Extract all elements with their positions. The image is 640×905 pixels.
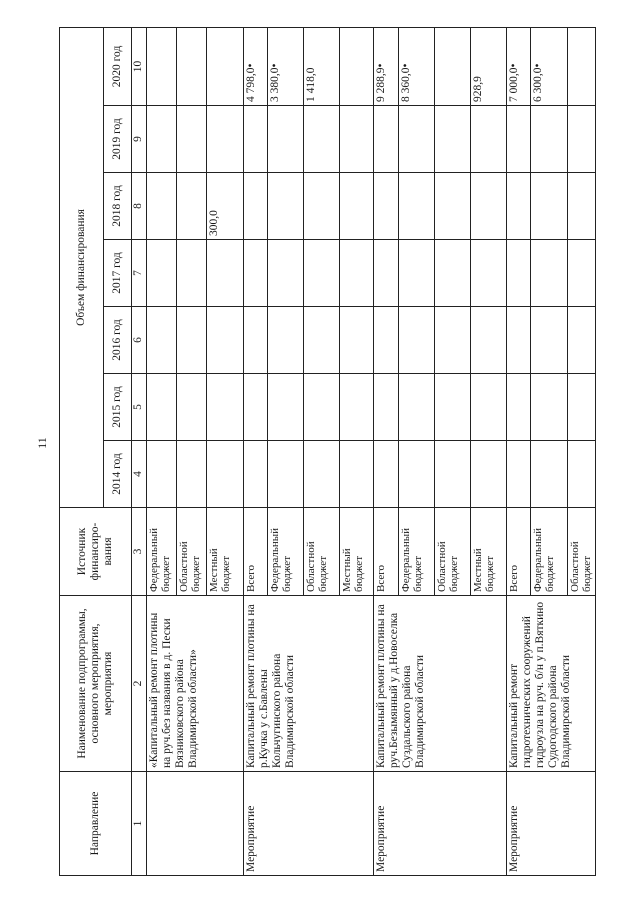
amount-cell bbox=[340, 240, 374, 307]
amount-cell bbox=[207, 27, 243, 105]
amount-cell: 7 000,0• bbox=[507, 27, 531, 105]
amount-cell bbox=[267, 374, 303, 441]
direction-cell bbox=[147, 772, 244, 876]
funding-source-cell: Всего bbox=[374, 508, 398, 596]
amount-cell bbox=[567, 173, 595, 240]
financing-table-rotated bbox=[59, 28, 596, 876]
amount-cell bbox=[340, 173, 374, 240]
amount-cell bbox=[243, 106, 267, 173]
amount-cell bbox=[340, 27, 374, 105]
amount-cell bbox=[304, 240, 340, 307]
amount-cell bbox=[267, 307, 303, 374]
amount-cell bbox=[471, 240, 507, 307]
header-volume: Объем финансирования bbox=[60, 27, 104, 507]
column-index: 4 bbox=[132, 441, 147, 508]
amount-cell bbox=[398, 441, 434, 508]
page-number: 11 bbox=[35, 437, 49, 449]
amount-cell: 928,9 bbox=[471, 27, 507, 105]
header-year: 2018 год bbox=[104, 173, 132, 240]
amount-cell bbox=[304, 441, 340, 508]
amount-cell bbox=[177, 240, 207, 307]
amount-cell bbox=[340, 374, 374, 441]
amount-cell bbox=[507, 106, 531, 173]
column-index: 9 bbox=[132, 106, 147, 173]
amount-cell bbox=[267, 240, 303, 307]
amount-cell bbox=[177, 173, 207, 240]
amount-cell bbox=[374, 307, 398, 374]
amount-cell: 3 380,0• bbox=[267, 27, 303, 105]
measure-name-cell: Капитальный ремонт плотины на руч.Безымянный у д.Новоселка Суздальского района Владимирской области bbox=[374, 596, 507, 772]
amount-cell bbox=[507, 441, 531, 508]
header-row-1 bbox=[60, 27, 104, 875]
column-index: 3 bbox=[132, 508, 147, 596]
header-year: 2014 год bbox=[104, 441, 132, 508]
amount-cell bbox=[374, 441, 398, 508]
amount-cell bbox=[567, 240, 595, 307]
amount-cell bbox=[434, 27, 470, 105]
amount-cell bbox=[243, 441, 267, 508]
column-index: 6 bbox=[132, 307, 147, 374]
amount-cell bbox=[531, 307, 567, 374]
amount-cell bbox=[207, 307, 243, 374]
amount-cell bbox=[243, 240, 267, 307]
financing-table bbox=[59, 27, 596, 876]
measure-name-cell: «Капитальный ремонт плотины на руч.без названия в д. Пески Вязниковского района Владимирской области» bbox=[147, 596, 244, 772]
table-row bbox=[147, 27, 177, 875]
amount-cell bbox=[147, 27, 177, 105]
amount-cell bbox=[398, 307, 434, 374]
amount-cell bbox=[340, 307, 374, 374]
funding-source-cell: Областной бюджет bbox=[304, 508, 340, 596]
amount-cell bbox=[567, 307, 595, 374]
amount-cell bbox=[531, 106, 567, 173]
amount-cell: 300,0 bbox=[207, 173, 243, 240]
amount-cell bbox=[147, 374, 177, 441]
header-year: 2020 год bbox=[104, 27, 132, 105]
amount-cell bbox=[471, 441, 507, 508]
funding-source-cell: Областной бюджет bbox=[567, 508, 595, 596]
column-index: 5 bbox=[132, 374, 147, 441]
funding-source-cell: Федеральный бюджет bbox=[398, 508, 434, 596]
amount-cell bbox=[304, 173, 340, 240]
amount-cell bbox=[374, 106, 398, 173]
amount-cell: 6 300,0• bbox=[531, 27, 567, 105]
amount-cell bbox=[567, 441, 595, 508]
amount-cell bbox=[243, 374, 267, 441]
amount-cell bbox=[177, 106, 207, 173]
header-row-indices bbox=[132, 27, 147, 875]
funding-source-cell: Местный бюджет bbox=[340, 508, 374, 596]
column-index: 7 bbox=[132, 240, 147, 307]
funding-source-cell: Местный бюджет bbox=[207, 508, 243, 596]
direction-cell: Мероприятие bbox=[374, 772, 507, 876]
amount-cell: 8 360,0• bbox=[398, 27, 434, 105]
amount-cell bbox=[243, 307, 267, 374]
amount-cell bbox=[147, 441, 177, 508]
amount-cell bbox=[471, 173, 507, 240]
amount-cell bbox=[398, 173, 434, 240]
amount-cell bbox=[267, 106, 303, 173]
direction-cell: Мероприятие bbox=[507, 772, 596, 876]
amount-cell bbox=[177, 374, 207, 441]
funding-source-cell: Всего bbox=[243, 508, 267, 596]
amount-cell: 1 418,0 bbox=[304, 27, 340, 105]
amount-cell bbox=[147, 307, 177, 374]
funding-source-cell: Федеральный бюджет bbox=[147, 508, 177, 596]
amount-cell bbox=[177, 441, 207, 508]
amount-cell bbox=[567, 27, 595, 105]
funding-source-cell: Областной бюджет bbox=[434, 508, 470, 596]
amount-cell: 4 798,0• bbox=[243, 27, 267, 105]
amount-cell bbox=[207, 106, 243, 173]
amount-cell bbox=[434, 240, 470, 307]
table-row bbox=[374, 27, 398, 875]
funding-source-cell: Федеральный бюджет bbox=[531, 508, 567, 596]
amount-cell bbox=[531, 441, 567, 508]
amount-cell bbox=[471, 106, 507, 173]
amount-cell bbox=[434, 173, 470, 240]
header-name: Наименование подпрограммы, основного мероприятия, мероприятия bbox=[60, 596, 132, 772]
amount-cell bbox=[267, 441, 303, 508]
amount-cell bbox=[507, 374, 531, 441]
amount-cell: 9 288,9• bbox=[374, 27, 398, 105]
funding-source-cell: Всего bbox=[507, 508, 531, 596]
amount-cell bbox=[507, 307, 531, 374]
amount-cell bbox=[177, 27, 207, 105]
table-body bbox=[147, 27, 596, 875]
amount-cell bbox=[147, 173, 177, 240]
amount-cell bbox=[243, 173, 267, 240]
amount-cell bbox=[207, 374, 243, 441]
amount-cell bbox=[398, 106, 434, 173]
column-index: 1 bbox=[132, 772, 147, 876]
header-year: 2016 год bbox=[104, 307, 132, 374]
table-row bbox=[243, 27, 267, 875]
funding-source-cell: Областной бюджет bbox=[177, 508, 207, 596]
amount-cell bbox=[531, 240, 567, 307]
funding-source-cell: Местный бюджет bbox=[471, 508, 507, 596]
header-year: 2019 год bbox=[104, 106, 132, 173]
amount-cell bbox=[340, 441, 374, 508]
header-year: 2015 год bbox=[104, 374, 132, 441]
amount-cell bbox=[304, 106, 340, 173]
amount-cell bbox=[207, 240, 243, 307]
amount-cell bbox=[267, 173, 303, 240]
amount-cell bbox=[507, 240, 531, 307]
amount-cell bbox=[374, 240, 398, 307]
amount-cell bbox=[304, 307, 340, 374]
amount-cell bbox=[567, 374, 595, 441]
amount-cell bbox=[471, 307, 507, 374]
amount-cell bbox=[340, 106, 374, 173]
header-year: 2017 год bbox=[104, 240, 132, 307]
header-direction: Направление bbox=[60, 772, 132, 876]
amount-cell bbox=[374, 374, 398, 441]
amount-cell bbox=[177, 307, 207, 374]
table-row bbox=[507, 27, 531, 875]
amount-cell bbox=[567, 106, 595, 173]
amount-cell bbox=[304, 374, 340, 441]
column-index: 2 bbox=[132, 596, 147, 772]
amount-cell bbox=[434, 441, 470, 508]
amount-cell bbox=[434, 106, 470, 173]
amount-cell bbox=[471, 374, 507, 441]
measure-name-cell: Капитальный ремонт гидротехнических сооружений гидроузла на руч. б/н у п.Вяткино Судогодского района Владимирской области bbox=[507, 596, 596, 772]
amount-cell bbox=[398, 240, 434, 307]
amount-cell bbox=[147, 106, 177, 173]
direction-cell: Мероприятие bbox=[243, 772, 374, 876]
amount-cell bbox=[434, 307, 470, 374]
amount-cell bbox=[531, 173, 567, 240]
measure-name-cell: Капитальный ремонт плотины на р.Кучка у с.Бавлены Кольчугинского района Владимирской области bbox=[243, 596, 374, 772]
amount-cell bbox=[531, 374, 567, 441]
amount-cell bbox=[207, 441, 243, 508]
funding-source-cell: Федеральный бюджет bbox=[267, 508, 303, 596]
amount-cell bbox=[398, 374, 434, 441]
column-index: 10 bbox=[132, 27, 147, 105]
column-index: 8 bbox=[132, 173, 147, 240]
amount-cell bbox=[147, 240, 177, 307]
header-source: Источник финансиро-вания bbox=[60, 508, 132, 596]
amount-cell bbox=[507, 173, 531, 240]
amount-cell bbox=[434, 374, 470, 441]
amount-cell bbox=[374, 173, 398, 240]
